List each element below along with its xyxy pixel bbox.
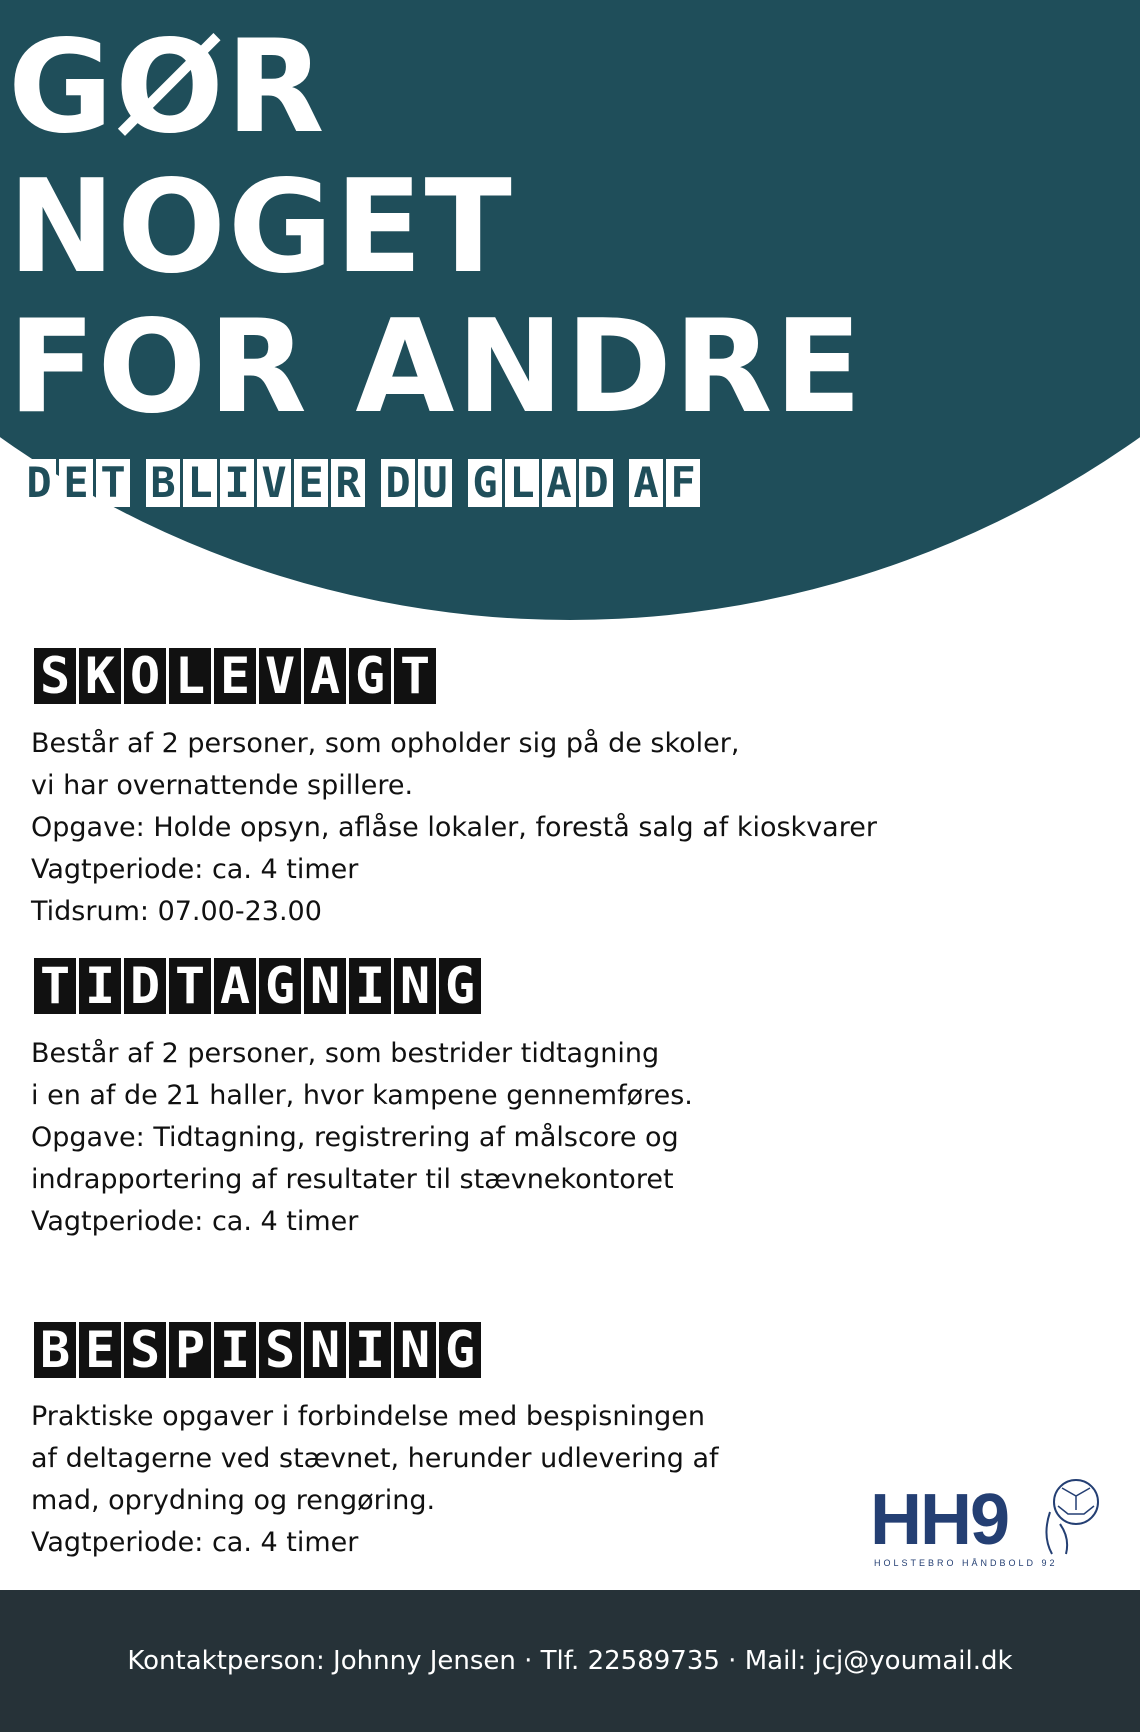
- title-letter: A: [304, 648, 346, 704]
- logo-mark: HH9: [870, 1480, 1009, 1560]
- title-letter: A: [214, 958, 256, 1014]
- title-letter: S: [124, 1322, 166, 1378]
- title-letter: I: [214, 1322, 256, 1378]
- contact-info: Kontaktperson: Johnny Jensen · Tlf. 22589735 · Mail: jcj@youmail.dk: [127, 1646, 1013, 1676]
- title-letter: G: [349, 648, 391, 704]
- tagline-letter: L: [505, 459, 539, 507]
- title-letter: E: [214, 648, 256, 704]
- title-letter: G: [259, 958, 301, 1014]
- body-line: Opgave: Holde opsyn, aflåse lokaler, forestå salg af kioskvarer: [31, 812, 877, 843]
- tagline-word: [468, 459, 613, 507]
- body-line: Vagtperiode: ca. 4 timer: [31, 854, 359, 885]
- tagline-word: [629, 459, 700, 507]
- section-body-skolevagt: [31, 723, 877, 933]
- section-title-tidtagning: [34, 958, 481, 1014]
- title-letter: T: [34, 958, 76, 1014]
- section-body-tidtagning: [31, 1033, 693, 1243]
- tagline-letter: D: [381, 459, 415, 507]
- title-letter: K: [79, 648, 121, 704]
- tagline-word: [22, 459, 130, 507]
- body-line: vi har overnattende spillere.: [31, 770, 414, 801]
- title-letter: D: [124, 958, 166, 1014]
- title-letter: P: [169, 1322, 211, 1378]
- footer: [0, 1590, 1140, 1732]
- tagline-letter: D: [579, 459, 613, 507]
- title-letter: I: [79, 958, 121, 1014]
- tagline-letter: L: [183, 459, 217, 507]
- body-line: indrapportering af resultater til stævnekontoret: [31, 1164, 674, 1195]
- title-letter: N: [304, 958, 346, 1014]
- tagline-letter: G: [468, 459, 502, 507]
- logo-subtitle: HOLSTEBRO HÅNDBOLD 92: [874, 1558, 1058, 1568]
- title-letter: N: [394, 1322, 436, 1378]
- tagline: [22, 459, 700, 507]
- tagline-letter: U: [418, 459, 452, 507]
- tagline-word: [381, 459, 452, 507]
- body-line: mad, oprydning og rengøring.: [31, 1485, 436, 1516]
- body-line: Tidsrum: 07.00-23.00: [31, 896, 322, 927]
- title-letter: G: [439, 958, 481, 1014]
- title-letter: T: [394, 648, 436, 704]
- tagline-letter: R: [331, 459, 365, 507]
- section-body-bespisning: [31, 1396, 719, 1564]
- body-line: Består af 2 personer, som opholder sig på de skoler,: [31, 728, 740, 759]
- title-letter: V: [259, 648, 301, 704]
- body-line: af deltagerne ved stævnet, herunder udlevering af: [31, 1443, 719, 1474]
- title-letter: I: [349, 958, 391, 1014]
- headline-line-1: GØR: [8, 13, 327, 162]
- tagline-letter: A: [542, 459, 576, 507]
- tagline-letter: B: [146, 459, 180, 507]
- section-title-bespisning: [34, 1322, 481, 1378]
- tagline-letter: I: [220, 459, 254, 507]
- section-title-skolevagt: [34, 648, 436, 704]
- title-letter: B: [34, 1322, 76, 1378]
- body-line: Praktiske opgaver i forbindelse med bespisningen: [31, 1401, 705, 1432]
- title-letter: S: [34, 648, 76, 704]
- headline: [8, 13, 864, 442]
- title-letter: S: [259, 1322, 301, 1378]
- title-letter: E: [79, 1322, 121, 1378]
- body-line: Består af 2 personer, som bestrider tidtagning: [31, 1038, 660, 1069]
- club-logo: [870, 1476, 1115, 1571]
- title-letter: G: [439, 1322, 481, 1378]
- body-line: Opgave: Tidtagning, registrering af målscore og: [31, 1122, 679, 1153]
- tagline-letter: F: [666, 459, 700, 507]
- body-line: i en af de 21 haller, hvor kampene gennemføres.: [31, 1080, 693, 1111]
- tagline-letter: V: [257, 459, 291, 507]
- headline-line-3: FOR ANDRE: [8, 293, 864, 442]
- title-letter: N: [394, 958, 436, 1014]
- body-line: Vagtperiode: ca. 4 timer: [31, 1206, 359, 1237]
- title-letter: N: [304, 1322, 346, 1378]
- tagline-letter: T: [96, 459, 130, 507]
- title-letter: T: [169, 958, 211, 1014]
- tagline-word: [146, 459, 365, 507]
- tagline-letter: A: [629, 459, 663, 507]
- tagline-letter: D: [22, 459, 56, 507]
- tagline-letter: E: [59, 459, 93, 507]
- title-letter: O: [124, 648, 166, 704]
- headline-line-2: NOGET: [8, 153, 514, 302]
- tagline-letter: E: [294, 459, 328, 507]
- title-letter: L: [169, 648, 211, 704]
- title-letter: I: [349, 1322, 391, 1378]
- handball-icon: [1040, 1476, 1110, 1556]
- body-line: Vagtperiode: ca. 4 timer: [31, 1527, 359, 1558]
